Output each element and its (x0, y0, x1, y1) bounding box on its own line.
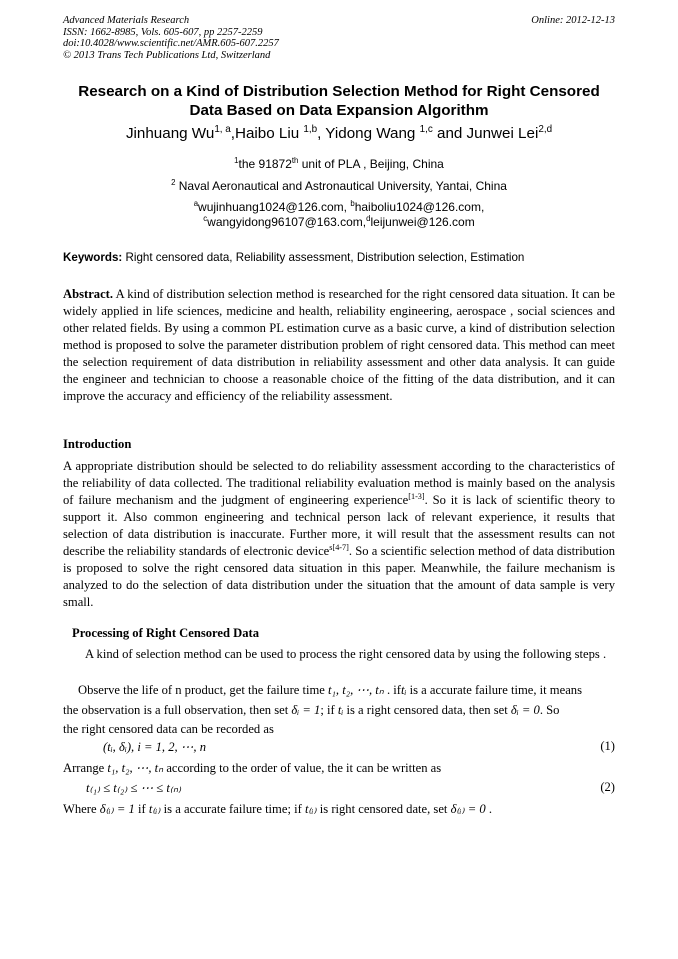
equation-2: t₍₁₎ ≤ t₍₂₎ ≤ ⋯ ≤ t₍ₙ₎ (86, 781, 182, 795)
processing-heading: Processing of Right Censored Data (72, 626, 260, 640)
math-expr: δᵢ = 1 (291, 703, 321, 717)
text-run: Where (63, 802, 100, 816)
email-sup: c (203, 214, 208, 223)
abstract-text: A kind of distribution selection method is researched for the right censored data situation. It can be widely applied in life sciences, medicine and health, reliability engineering, aerospace , social sciences and other related fields. By using a common PL estimation curve as a basic curve, a kind of distribution selection method is proposed to solve the parameter distribution problem of right censored data. This method can meet the selection requirement of data distribution in reliability assessment and other data analysis. It can guide the engineer and technician to choose a reasonable choice of the fitting of the data distribution, and it can improve the accuracy and efficiency of the reliability assessment. (63, 287, 615, 403)
email-text: leijunwei@126.com (370, 215, 475, 229)
text-run: . if (383, 683, 401, 697)
math-expr: tᵢ (400, 683, 407, 697)
processing-para-1: A kind of selection method can be used to process the right censored data by using the following steps . (85, 647, 607, 661)
email-sup: b (350, 199, 355, 208)
aff-sup: 1 (234, 156, 239, 165)
equation-2-number: (2) (600, 780, 615, 794)
author-list (30, 124, 648, 144)
processing-line-2 (78, 682, 582, 698)
introduction-heading: Introduction (63, 437, 132, 451)
text-run: according to the order of value, the it can be written as (163, 761, 442, 775)
keywords-label: Keywords: (63, 251, 123, 264)
citation-ref: s[4-7] (329, 542, 349, 552)
author-sup: 1,b (303, 123, 318, 135)
citation-ref: [1-3] (408, 491, 425, 501)
author-name: Jinhuang Wu (125, 125, 215, 142)
journal-name: Advanced Materials Research (63, 15, 190, 26)
online-date: Online: 2012-12-13 (531, 15, 615, 26)
text-run: is a accurate failure time; if (160, 802, 305, 816)
text-run: the observation is a full observation, then set (63, 703, 292, 717)
text-run: is a right censored data, then set (343, 703, 511, 717)
title-line-1: Research on a Kind of Distribution Selection Method for Right Censored (78, 83, 600, 100)
author-name: ,Haibo Liu (230, 125, 304, 142)
text-run: is right censored date, set (316, 802, 451, 816)
abstract-label: Abstract. (63, 287, 114, 301)
email-line-2 (30, 215, 648, 230)
aff-text: the 91872 (238, 157, 292, 171)
aff-sup: th (291, 156, 299, 165)
math-expr: δᵢ = 0 (510, 703, 540, 717)
text-run: . So (539, 703, 560, 717)
journal-header (63, 15, 615, 61)
equation-1-number: (1) (600, 739, 615, 753)
email-sup: a (193, 199, 199, 208)
email-text: wujinhuang1024@126.com, (198, 200, 351, 214)
text-run: is a accurate failure time, it means (406, 683, 582, 697)
math-expr: t₍ᵢ₎ (304, 802, 317, 816)
author-name: and Junwei Lei (432, 125, 539, 142)
processing-line-4: the right censored data can be recorded as (63, 722, 274, 736)
aff-text: Naval Aeronautical and Astronautical University, Yantai, China (175, 179, 507, 193)
keywords-text: Right censored data, Reliability assessment, Distribution selection, Estimation (122, 251, 525, 264)
issn-line: ISSN: 1662-8985, Vols. 605-607, pp 2257-2259 (63, 26, 263, 38)
email-line-1 (30, 200, 648, 215)
processing-line-5 (63, 760, 441, 776)
email-text: haiboliu1024@126.com, (354, 200, 485, 214)
text-run: . (485, 802, 492, 816)
aff-text: unit of PLA , Beijing, China (298, 157, 444, 171)
abstract (63, 286, 615, 405)
math-expr: t₍ᵢ₎ (148, 802, 161, 816)
author-name: , Yidong Wang (317, 125, 420, 142)
math-expr: tᵢ (337, 703, 344, 717)
intro-text-part: . So it is lack of scientific theory to support it. Also common engineering and technical person lack of relevant experience, it results that selection of data distribution is inaccurate. Further more, it will result that the assessment results can not describe the reliability standards of electronic device (63, 493, 615, 558)
email-text: wangyidong96107@163.com, (207, 215, 367, 229)
text-run: Observe the life of n product, get the failure time (78, 683, 329, 697)
intro-text-part: . So a scientific selection method of data distribution is proposed to solve the right censored data situation in this paper. Meanwhile, the failure mechanism is analyzed to do the selection of data distribution under the situation that the amount of data sample is very small. (63, 544, 615, 609)
intro-text-part: A appropriate distribution should be selected to do reliability assessment according to the characteristics of the reliability of data collected. The traditional reliability evaluation method is mainly based on the analysis of failure mechanism and the judgment of engineering experience (63, 459, 615, 507)
paper-title (30, 82, 648, 120)
processing-line-6 (63, 801, 492, 817)
author-sup: 1, a (214, 123, 231, 135)
math-expr: δ₍ᵢ₎ = 0 (450, 802, 486, 816)
introduction-text (63, 458, 615, 611)
copyright-line: © 2013 Trans Tech Publications Ltd, Switzerland (63, 49, 271, 61)
affiliation-2 (30, 179, 648, 194)
text-run: if (134, 802, 149, 816)
text-run: ; if (320, 703, 338, 717)
author-sup: 2,d (538, 123, 553, 135)
math-expr: δ₍ᵢ₎ = 1 (99, 802, 135, 816)
aff-sup: 2 (171, 178, 176, 187)
affiliation-1 (30, 157, 648, 172)
math-expr: t₁, t₂, ⋯, tₙ (328, 683, 384, 697)
processing-line-3 (63, 702, 559, 718)
equation-1: (tᵢ, δᵢ), i = 1, 2, ⋯, n (103, 740, 206, 754)
author-sup: 1,c (419, 123, 433, 135)
title-line-2: Data Based on Data Expansion Algorithm (189, 102, 489, 119)
email-sup: d (366, 214, 371, 223)
doi-line: doi:10.4028/www.scientific.net/AMR.605-607.2257 (63, 38, 279, 49)
text-run: Arrange (63, 761, 108, 775)
math-expr: t₁, t₂, ⋯, tₙ (107, 761, 164, 775)
keywords (63, 250, 615, 265)
